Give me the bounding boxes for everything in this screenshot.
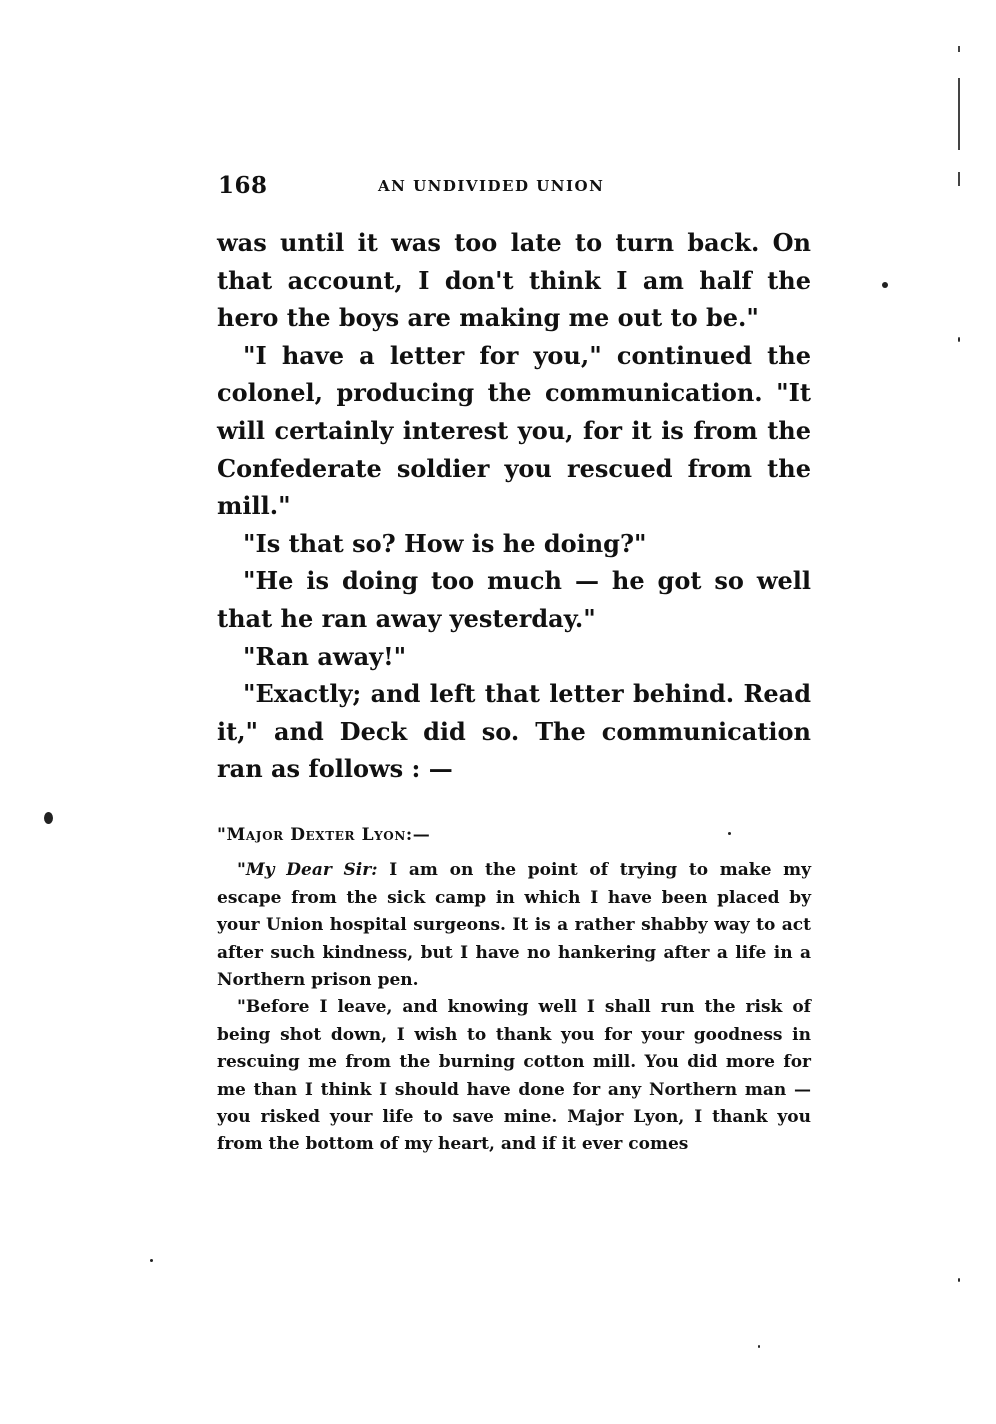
paragraph: "He is doing too much — he got so well that he ran away yesterday." bbox=[217, 566, 811, 633]
letter-block bbox=[217, 822, 811, 1159]
letter-paragraph: "Before I leave, and knowing well I shall run the risk of being shot down, I wish to thank you for your goodness in rescuing me from the burning cotton mill. You did more for me than I think I should have done for any Northern man — you risked your life to save mine. Major Lyon, I thank you from the bottom of my heart, and if it ever comes bbox=[217, 997, 811, 1155]
paragraph: "Ran away!" bbox=[243, 641, 407, 671]
page-number: 168 bbox=[218, 172, 268, 199]
scan-speck bbox=[44, 812, 53, 824]
letter-paragraph-text: I am on the point of trying to make my escape from the sick camp in which I have been placed by your Union hospital surgeons. It is a rather shabby way to act after such kindness, but I have no hankering after a life in a Northern prison pen. bbox=[217, 860, 811, 991]
scan-speck bbox=[958, 337, 960, 342]
letter-salutation: "Major Dexter Lyon:— bbox=[217, 825, 431, 845]
body-text bbox=[217, 224, 811, 788]
page-header bbox=[218, 172, 812, 202]
paragraph: "I have a letter for you," continued the colonel, producing the communication. "It will certainly interest you, for it is from the Confederate soldier you rescued from the mill." bbox=[217, 340, 811, 521]
letter-greeting: "My Dear Sir: bbox=[237, 860, 378, 881]
paragraph: was until it was too late to turn back. On that account, I don't think I am half the hero the boys are making me out to be." bbox=[217, 228, 811, 333]
scan-speck bbox=[758, 1345, 760, 1348]
scan-speck bbox=[728, 832, 731, 835]
running-head: AN UNDIVIDED UNION bbox=[378, 177, 605, 195]
letter-paragraph bbox=[217, 857, 811, 994]
scan-speck bbox=[150, 1259, 153, 1262]
scan-edge-mark bbox=[958, 78, 960, 150]
paragraph: "Is that so? How is he doing?" bbox=[243, 528, 647, 558]
scan-speck bbox=[958, 1278, 960, 1282]
scan-edge-mark bbox=[958, 172, 960, 186]
paragraph: "Exactly; and left that letter behind. Read it," and Deck did so. The communication ran as follows : — bbox=[217, 679, 811, 784]
scan-speck bbox=[882, 282, 888, 288]
scan-edge-mark bbox=[958, 46, 960, 52]
